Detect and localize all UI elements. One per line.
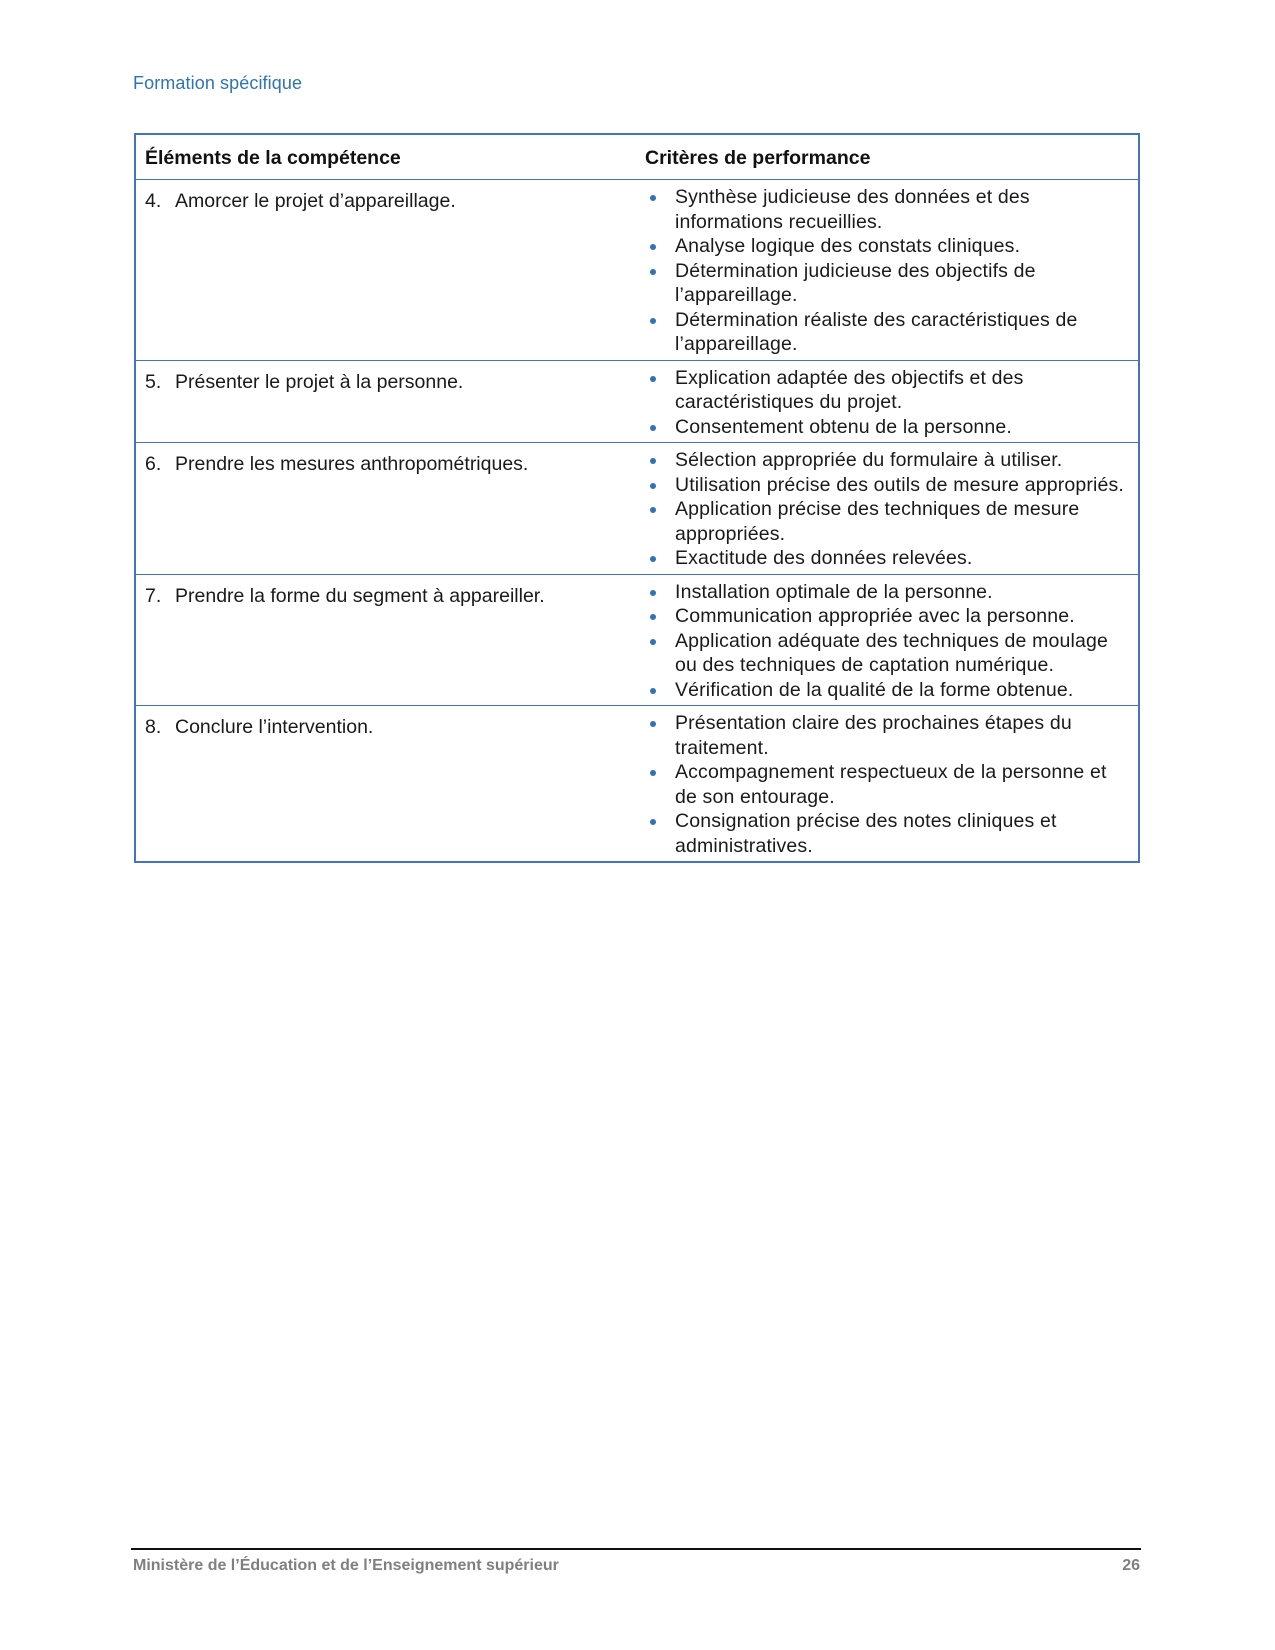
element-number: 4. xyxy=(145,190,162,212)
criteria-list xyxy=(645,366,1132,440)
table-row xyxy=(136,706,1138,862)
criteria-list xyxy=(645,580,1132,703)
element-text: Présenter le projet à la personne. xyxy=(175,370,464,393)
running-title: Formation spécifique xyxy=(133,73,303,93)
criteria-list xyxy=(645,448,1132,571)
element-cell xyxy=(136,706,636,862)
criteria-item: Consentement obtenu de la personne. xyxy=(645,415,1132,440)
criteria-item: Exactitude des données relevées. xyxy=(645,546,1132,571)
criteria-item: Présentation claire des prochaines étapes du traitement. xyxy=(645,711,1132,760)
criteria-item: Explication adaptée des objectifs et des caractéristiques du projet. xyxy=(645,366,1132,415)
criteria-item: Accompagnement respectueux de la personne et de son entourage. xyxy=(645,760,1132,809)
criteria-item: Synthèse judicieuse des données et des informations recueillies. xyxy=(645,185,1132,234)
criteria-list xyxy=(645,185,1132,357)
table-row xyxy=(136,574,1138,706)
element-text: Conclure l’intervention. xyxy=(175,716,374,738)
criteria-item: Détermination judicieuse des objectifs de l’appareillage. xyxy=(645,259,1132,308)
element-text: Prendre la forme du segment à appareiller. xyxy=(175,584,545,607)
criteria-cell xyxy=(636,360,1138,443)
criteria-item: Détermination réaliste des caractéristiques de l’appareillage. xyxy=(645,308,1132,357)
criteria-cell xyxy=(636,706,1138,862)
footer-ministry: Ministère de l’Éducation et de l’Enseignement supérieur xyxy=(133,1557,559,1574)
page-number: 26 xyxy=(1122,1557,1140,1574)
criteria-item: Sélection appropriée du formulaire à utiliser. xyxy=(645,448,1132,473)
table-header-row xyxy=(136,135,1138,180)
criteria-cell xyxy=(636,180,1138,361)
criteria-item: Consignation précise des notes cliniques et administratives. xyxy=(645,809,1132,858)
element-text: Prendre les mesures anthropométriques. xyxy=(175,453,529,475)
criteria-cell xyxy=(636,574,1138,706)
element-cell xyxy=(136,360,636,443)
element-cell xyxy=(136,180,636,361)
table-row xyxy=(136,360,1138,443)
criteria-item: Utilisation précise des outils de mesure appropriés. xyxy=(645,473,1132,498)
element-number: 8. xyxy=(145,716,162,738)
table-row xyxy=(136,443,1138,575)
criteria-item: Communication appropriée avec la personne. xyxy=(645,604,1132,629)
table-row xyxy=(136,180,1138,361)
column-header-elements: Éléments de la compétence xyxy=(136,135,636,180)
element-number: 7. xyxy=(145,584,162,607)
element-text: Amorcer le projet d’appareillage. xyxy=(175,190,456,212)
footer-divider xyxy=(131,1548,1141,1550)
criteria-item: Analyse logique des constats cliniques. xyxy=(645,234,1132,259)
criteria-list xyxy=(645,711,1132,858)
competence-table xyxy=(134,133,1140,863)
column-header-criteria: Critères de performance xyxy=(636,135,1138,180)
competence-table-grid xyxy=(136,135,1138,861)
element-cell xyxy=(136,443,636,575)
criteria-item: Installation optimale de la personne. xyxy=(645,580,1132,605)
element-number: 6. xyxy=(145,453,162,475)
element-number: 5. xyxy=(145,370,162,393)
criteria-item: Application précise des techniques de mesure appropriées. xyxy=(645,497,1132,546)
element-cell xyxy=(136,574,636,706)
criteria-item: Application adéquate des techniques de moulage ou des techniques de captation numérique. xyxy=(645,629,1132,678)
criteria-item: Vérification de la qualité de la forme obtenue. xyxy=(645,678,1132,703)
criteria-cell xyxy=(636,443,1138,575)
